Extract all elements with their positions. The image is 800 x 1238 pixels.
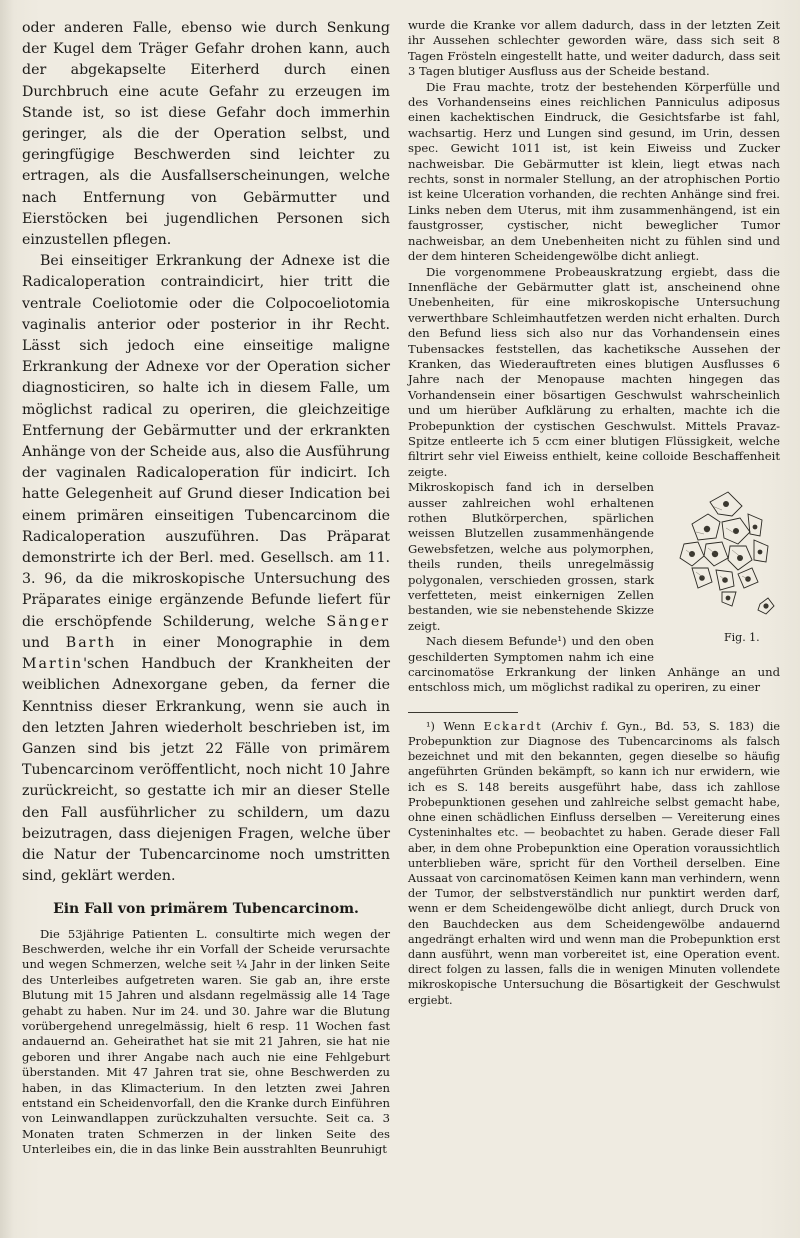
footnote-marker: ¹) Wenn [426,719,476,733]
left-paragraph-2-text-a: Bei einseitiger Erkrankung der Adnexe ist die Radicaloperation contraindicirt, hier tritt die ventrale Coeliotomie oder die Colpocoeliotomia vaginalis anterior oder posterior in ihr Recht. Lässt sich jedoch eine einseitige maligne Erkrankung der Adnexe vor der Operation sicher diagnosticiren, so halte ich in diesem Falle, um möglichst radical zu operiren, die gleichzeitige Entfernung der Gebärmutter und der erkrankten Anhänge von der Scheide aus, also die Ausführung der vaginalen Radicaloperation für indicirt. Ich hatte Gelegenheit auf Grund dieser Indication bei einem primären einseitigen Tubencarcinom die Radicaloperation auszuführen. Das Präparat demonstrirte ich der Berl. med. Gesellsch. am 11. 3. 96, da die mikroskopische Untersuchung des Präparates einige ergänzende Befunde liefert für die erschöpfende Schilderung, welche [22,253,390,630]
footnote [408,719,780,1008]
left-paragraph-2-text-c: 'schen Handbuch der Krankheiten der weiblichen Adnexorgane geben, da ferner die Kenntniss dieser Erkrankung, wenn sie auch in den letzten Jahren wiederholt beschrieben ist, im Ganzen sind bis jetzt 22 Fälle von primärem Tubencarcinom veröffentlicht, noch nicht 10 Jahre zurückreicht, so gestatte ich mir an dieser Stelle den Fall ausführlicher zu schildern, um dazu beizutragen, dass diejenigen Fragen, welche über die Natur der Tubencarcinome noch umstritten sind, geklärt werden. [22,656,390,885]
figure-1 [662,484,780,652]
right-paragraph-2: Die Frau machte, trotz der bestehenden Körperfülle und des Vorhandenseins eines reichlichen Panniculus adiposus einen kachektischen Eindruck, die Gesichtsfarbe ist fahl, wachsartig. Herz und Lungen sind gesund, im Urin, dessen spec. Gewicht 1011 ist, ist kein Eiweiss und Zucker nachweisbar. Die Gebärmutter ist klein, liegt etwas nach rechts, sonst in normaler Stellung, an der atrophischen Portio ist keine Ulceration vorhanden, die rechten Anhänge sind frei. Links neben dem Uterus, mit ihm zusammenhängend, ist ein faustgrosser, cystischer, nicht beweglicher Tumor nachweisbar, an dem Unebenheiten nicht zu fühlen sind und der dem hinteren Scheidengewölbe dicht anliegt. [408,79,780,264]
right-column [408,18,780,1008]
left-column [22,18,390,1158]
section-heading: Ein Fall von primärem Tubencarcinom. [53,901,359,918]
author-name-saenger: Sänger [326,613,390,630]
left-paragraph-1: oder anderen Falle, ebenso wie durch Senkung der Kugel dem Träger Gefahr drohen kann, auch der abgekapselte Eiterherd durch einen Durchbruch eine acute Gefahr zu erzeugen im Stande ist, so ist diese Gefahr doch immerhin geringer, als die der Operation selbst, und geringfügige Beschwerden sind leichter zu ertragen, als die Ausfallserscheinungen, welche nach Entfernung von Gebärmutter und Eierstöcken bei jugendlichen Personen sich einzustellen pflegen. [22,20,390,249]
footnote-divider [408,712,518,713]
right-paragraph-4: Mikroskopisch fand ich in derselben ausser zahlreichen wohl erhaltenen rothen Blutkörperchen, spärlichen weissen Blutzellen zusammenhängende Gewebsfetzen, welche aus polymorphen, theils runden, theils unregelmässig polygonalen, verschieden grossen, stark verfetteten, meist einkernigen Zellen bestanden, wie sie nebenstehende Skizze zeigt. [408,480,654,633]
and-word: und [22,634,50,651]
right-paragraph-5: Nach diesem Befunde¹) und den oben geschilderten Symptomen nahm ich eine carcinomatöse Erkrankung der linken Anhänge an und entschloss mich, um möglichst radikal zu operiren, zu einer [408,634,780,695]
cell-sketch-image [662,484,780,624]
left-paragraph-2 [22,251,390,887]
right-paragraph-1: wurde die Kranke vor allem dadurch, dass in der letzten Zeit ihr Aussehen schlechter geworden wäre, dass sich seit 8 Tagen Frösteln eingestellt hatte, und weiter dadurch, dass seit 3 Tagen blutiger Ausfluss aus der Scheide bestand. [408,18,780,79]
author-name-barth: Barth [65,634,117,651]
right-paragraph-3: Die vorgenommene Probeauskratzung ergiebt, dass die Innenfläche der Gebärmutter glatt ist, anscheinend ohne Unebenheiten, für eine mikroskopische Untersuchung verwerthbare Schleimhautfetzen werden nicht erhalten. Durch den Befund liess sich also nur das Vorhandensein eines Tubensackes feststellen, das kachetiksche Aussehen der Kranken, das Wiederauftreten eines blutigen Ausflusses 6 Jahre nach der Menopause machten hingegen das Vorhandensein einer bösartigen Geschwulst wahrscheinlich und um hierüber Aufklärung zu erhalten, machte ich die Probepunktion der cystischen Geschwulst. Mittels Pravaz-Spitze entleerte ich 5 ccm einer blutigen Flüssigkeit, welche filtrirt sehr viel Eiweiss enthielt, keine colloide Beschaffenheit zeigte. [408,264,780,479]
author-name-eckardt: Eckardt [483,719,543,733]
left-paragraph-2-text-b: in einer Monographie in dem [132,634,391,651]
left-paragraph-3: Die 53jährige Patienten L. consultirte mich wegen der Beschwerden, welche ihr ein Vorfall der Scheide verursachte und wegen Schmerzen, welche seit ¼ Jahr in der linken Seite des Unterleibes aufgetreten waren. Sie gab an, ihre erste Blutung mit 15 Jahren und alsdann regelmässig alle 14 Tage gehabt zu haben. Nur im 24. und 30. Jahre war die Blutung vorübergehend unregelmässig, hielt 6 resp. 11 Wochen fast andauernd an. Geheirathet hat sie mit 21 Jahren, sie hat nie geboren und ihrer Angabe nach auch nie eine Fehlgeburt überstanden. Mit 47 Jahren trat sie, ohne Beschwerden zu haben, in das Klimacterium. In den letzten zwei Jahren entstand ein Scheidenvorfall, den die Kranke durch Einführen von Leinwandlappen zurückzuhalten versuchte. Seit ca. 3 Monaten traten Schmerzen in der linken Seite des Unterleibes ein, die in das linke Bein ausstrahlten Beunruhigt [22,926,390,1157]
footnote-text: (Archiv f. Gyn., Bd. 53, S. 183) die Probepunktion zur Diagnose des Tubencarcinoms als falsch bezeichnet und mit den bekannten, gegen dieselbe so häufig angeführten Gründen bekämpft, so kann ich nur erwidern, wie ich es S. 148 bereits ausgeführt habe, dass ich zahllose Probepunktionen gesehen und zahlreiche selbst gemacht habe, ohne einen schädlichen Einfluss derselben — Vereiterung eines Cysteninhaltes etc. — beobachtet zu haben. Gerade dieser Fall aber, in dem ohne Probepunktion eine Operation voraussichtlich unterblieben wäre, spricht für den Vortheil derselben. Eine Aussaat von carcinomatösen Keimen kann man verhindern, wenn der Tumor, der selbstverständlich nur punktirt werden darf, wenn er dem Scheidengewölbe dicht anliegt, durch Druck von den Bauchdecken aus dem Scheidengewölbe andauernd angedrängt erhalten wird und wenn man die Probepunktion erst dann ausführt, wenn man vorbereitet ist, eine Operation event. direct folgen zu lassen, falls die in wenigen Minuten vollendete mikroskopische Untersuchung die Bösartigkeit der Geschwulst ergiebt. [408,719,781,1007]
author-name-martin: Martin [22,656,84,673]
figure-caption: Fig. 1. [724,631,760,645]
